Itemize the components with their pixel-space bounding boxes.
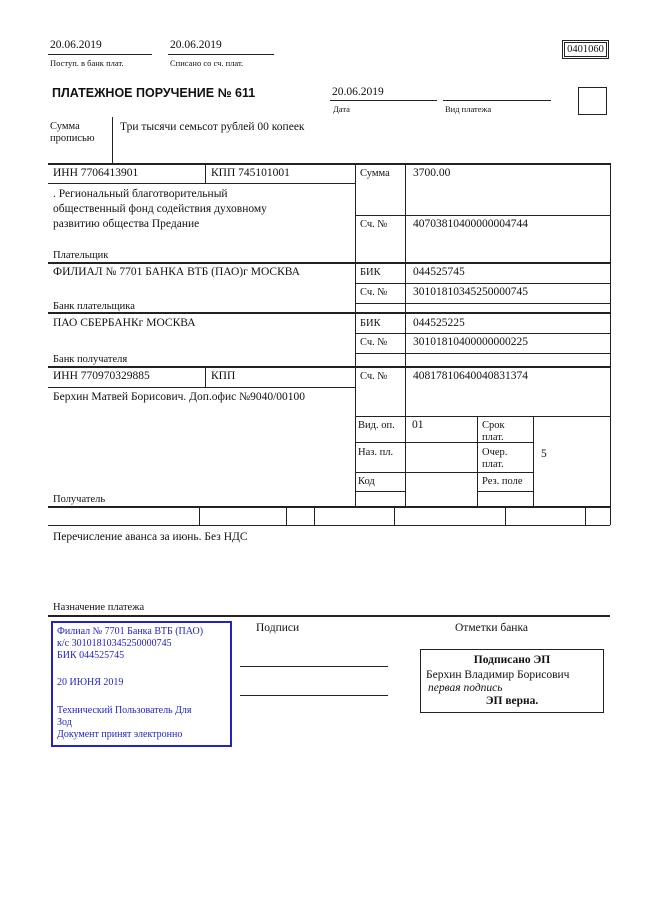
payment-purpose-text: Перечисление аванса за июнь. Без НДС xyxy=(53,531,248,543)
document-title: ПЛАТЕЖНОЕ ПОРУЧЕНИЕ № 611 xyxy=(52,86,256,100)
payer-section-label: Плательщик xyxy=(53,250,109,261)
payee-bank-account: 30101810400000000225 xyxy=(413,336,528,348)
table-border xyxy=(477,416,478,506)
strip-divider xyxy=(585,506,586,525)
table-border xyxy=(355,491,405,492)
payee-bank-section-label: Банк получателя xyxy=(53,354,128,365)
debited-from-account-date: 20.06.2019 xyxy=(170,39,222,51)
payer-bank-section-label: Банк плательщика xyxy=(53,301,135,312)
table-border xyxy=(48,387,355,388)
table-border xyxy=(477,491,534,492)
divider xyxy=(48,615,610,617)
payer-bank-name: ФИЛИАЛ № 7701 БАНКА ВТБ (ПАО)г МОСКВА xyxy=(53,266,300,278)
bank-stamp-bik: БИК 044525745 xyxy=(57,650,125,661)
payer-name-line: общественный фонд содействия духовному xyxy=(53,203,267,215)
table-border xyxy=(355,215,610,216)
payee-bank-account-label: Сч. № xyxy=(360,337,388,348)
amount-label: Сумма xyxy=(360,168,390,179)
table-border xyxy=(205,163,206,183)
signature-line xyxy=(240,695,388,696)
payer-bank-bik: 044525745 xyxy=(413,266,465,278)
table-border xyxy=(48,163,610,165)
priority-value: 5 xyxy=(541,448,547,460)
payee-section-label: Получатель xyxy=(53,494,106,505)
bank-stamp-corr-account: к/с 30101810345250000745 xyxy=(57,638,172,649)
table-border xyxy=(355,163,356,506)
table-border xyxy=(48,183,355,184)
bank-stamp-accepted-line: Документ принят электронно xyxy=(57,729,183,740)
payer-bank-account: 30101810345250000745 xyxy=(413,286,528,298)
debited-from-account-label: Списано со сч. плат. xyxy=(170,58,244,68)
signature-line xyxy=(240,666,388,667)
table-border xyxy=(533,416,534,506)
table-border xyxy=(48,506,610,508)
payee-kpp-label: КПП xyxy=(211,370,236,382)
signature-role: первая подпись xyxy=(428,682,503,694)
amount-value: 3700.00 xyxy=(413,167,451,179)
payer-name-line: развитию общества Предание xyxy=(53,218,200,230)
bank-stamp-date: 20 ИЮНЯ 2019 xyxy=(57,677,124,688)
payer-inn: ИНН 7706413901 xyxy=(53,167,139,179)
document-date: 20.06.2019 xyxy=(332,86,384,98)
payee-bank-bik-label: БИК xyxy=(360,318,381,329)
bank-stamp-branch: Филиал № 7701 Банка ВТБ (ПАО) xyxy=(57,626,204,637)
table-border xyxy=(405,163,406,506)
ep-verified-line: ЭП верна. xyxy=(485,695,539,707)
payee-bank-bik: 044525225 xyxy=(413,317,465,329)
strip-divider xyxy=(199,506,200,525)
payer-account-label: Сч. № xyxy=(360,219,388,230)
payer-kpp: КПП 745101001 xyxy=(211,167,290,179)
strip-divider xyxy=(314,506,315,525)
table-border xyxy=(355,303,610,304)
priority-label: Очер. плат. xyxy=(482,447,508,471)
table-border xyxy=(355,472,533,473)
table-border xyxy=(48,262,610,264)
divider xyxy=(443,100,551,101)
divider xyxy=(112,117,113,164)
strip-divider xyxy=(505,506,506,525)
received-in-bank-label: Поступ. в банк плат. xyxy=(50,58,124,68)
table-border xyxy=(48,366,610,368)
date-label: Дата xyxy=(333,104,350,114)
divider xyxy=(48,54,152,55)
payment-purpose-label: Назначение платежа xyxy=(53,602,145,613)
payment-kind-label: Вид платежа xyxy=(445,104,492,114)
payer-bank-bik-label: БИК xyxy=(360,267,381,278)
payee-account: 40817810640040831374 xyxy=(413,370,528,382)
table-border xyxy=(205,366,206,387)
signer-name: Берхин Владимир Борисович xyxy=(426,669,570,681)
table-border xyxy=(355,416,610,417)
payee-name: Берхин Матвей Борисович. Доп.офис №9040/00100 xyxy=(53,391,306,403)
table-border xyxy=(355,333,610,334)
pay-term-label: Срок плат. xyxy=(482,420,505,444)
payer-bank-account-label: Сч. № xyxy=(360,287,388,298)
form-code-box: 0401060 xyxy=(562,40,609,59)
bank-stamp-user-line: Зод xyxy=(57,717,72,728)
signed-ep-line: Подписано ЭП xyxy=(473,654,551,666)
payer-account: 40703810400000004744 xyxy=(413,218,528,230)
divider xyxy=(330,100,437,101)
payee-bank-name: ПАО СБЕРБАНКг МОСКВА xyxy=(53,317,196,329)
pay-purpose-label: Наз. пл. xyxy=(358,447,394,458)
table-border xyxy=(48,525,610,526)
amount-in-words-label: Сумма прописью xyxy=(50,121,95,145)
payment-kind-box xyxy=(578,87,607,115)
op-kind-value: 01 xyxy=(412,419,424,431)
strip-divider xyxy=(394,506,395,525)
amount-in-words-value: Три тысячи семьсот рублей 00 копеек xyxy=(120,121,305,133)
table-border xyxy=(610,163,611,525)
reserve-field-label: Рез. поле xyxy=(482,476,523,487)
payee-account-label: Сч. № xyxy=(360,371,388,382)
bank-marks-header: Отметки банка xyxy=(455,622,528,634)
table-border xyxy=(355,283,610,284)
signatures-header: Подписи xyxy=(256,622,300,634)
strip-divider xyxy=(286,506,287,525)
op-kind-label: Вид. оп. xyxy=(358,420,395,431)
received-in-bank-date: 20.06.2019 xyxy=(50,39,102,51)
table-border xyxy=(355,353,610,354)
payer-name-line: . Региональный благотворительный xyxy=(53,188,228,200)
code-label: Код xyxy=(358,476,375,487)
divider xyxy=(168,54,274,55)
payee-inn: ИНН 770970329885 xyxy=(53,370,150,382)
bank-stamp-user-line: Технический Пользователь Для xyxy=(57,705,192,716)
